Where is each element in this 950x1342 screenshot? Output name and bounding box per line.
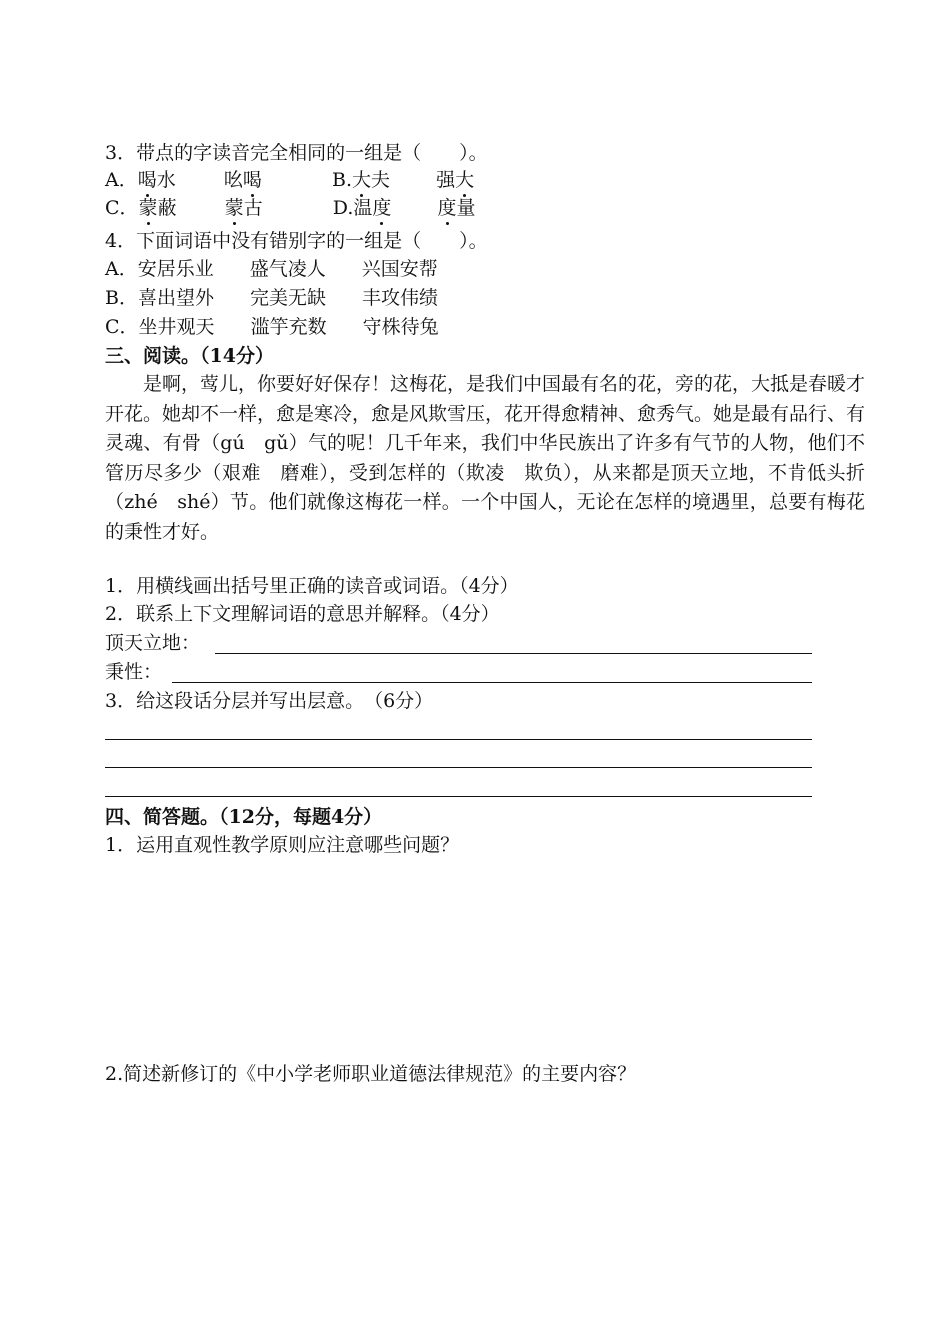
answer-line-term2[interactable] — [172, 682, 812, 683]
answer-line-3[interactable] — [105, 796, 812, 797]
q3-option-a-word2: 吆喝 — [223, 169, 262, 191]
q4-option-b-word1: 喜出望外 — [137, 287, 214, 309]
section3-q2: 2．联系上下文理解词语的意思并解释。（4分） — [105, 603, 500, 625]
q3-option-c-word1: 蒙蔽 — [138, 197, 177, 219]
section3-q3: 3．给这段话分层并写出层意。 （6分） — [105, 690, 434, 712]
term-label-bingxing: 秉性： — [105, 661, 163, 683]
q4-option-b-word2: 完美无缺 — [249, 287, 326, 309]
q4-option-a-word1: 安居乐业 — [137, 258, 214, 280]
q3-options-ab — [105, 168, 474, 192]
q3-option-d-word2: 度量 — [437, 197, 476, 219]
section4-q2: 2.简述新修订的《中小学老师职业道德法律规范》的主要内容？ — [105, 1063, 637, 1085]
q3-option-b-word1: 大夫 — [352, 169, 391, 191]
q4-option-c — [105, 315, 439, 339]
q3-stem: 3．带点的字读音完全相同的一组是（ ）。 — [105, 142, 488, 164]
q3-option-d-word1: 温度 — [353, 197, 392, 219]
section4-title: 四、简答题。（12分，每题4分） — [105, 806, 383, 828]
q4-option-a-word2: 盛气凌人 — [249, 258, 326, 280]
q3-options-cd — [105, 196, 476, 220]
q4-option-a-label: A． — [105, 258, 138, 280]
term-label-dingtianlidi: 顶天立地： — [105, 632, 201, 654]
q4-option-b — [105, 286, 438, 310]
reading-passage-text: 是啊，莺儿，你要好好保存！这梅花，是我们中国最有名的花，旁的花，大抵是春暖才开花。她却不一样，愈是寒冷，愈是风欺雪压，花开得愈精神、愈秀气。她是最有品行、有灵魂、有骨（gú gǔ）气的呢！几千年来，我们中华民族出了许多有气节的人物，他们不管历尽多少（艰难 磨难），受到怎样的（欺凌 欺负），从来都是顶天立地，不肯低头折（zhé shé）节。他们就像这梅花一样。一个中国人，无论在怎样的境遇里，总要有梅花的秉性才好。 — [105, 373, 866, 543]
answer-line-2[interactable] — [105, 767, 812, 768]
reading-passage — [105, 370, 865, 547]
q3-option-b-label: B. — [331, 169, 352, 191]
q4-option-c-word3: 守株待兔 — [362, 316, 439, 338]
q4-option-c-word1: 坐井观天 — [138, 316, 215, 338]
q3-option-c-label: C． — [105, 197, 139, 219]
answer-line-1[interactable] — [105, 739, 812, 740]
q4-option-c-word2: 滥竽充数 — [250, 316, 327, 338]
q3-option-d-label: D. — [332, 197, 354, 219]
q4-option-c-label: C． — [105, 316, 139, 338]
q3-option-c-word2: 蒙古 — [224, 197, 263, 219]
q4-stem: 4．下面词语中没有错别字的一组是（ ）。 — [105, 230, 488, 252]
q3-option-a-word1: 喝水 — [137, 169, 176, 191]
section3-q1: 1．用横线画出括号里正确的读音或词语。（4分） — [105, 575, 519, 597]
q4-option-a — [105, 257, 438, 281]
q4-option-b-label: B． — [105, 287, 138, 309]
section3-title: 三、阅读。（14分） — [105, 345, 274, 367]
q4-option-a-word3: 兴国安帮 — [361, 258, 438, 280]
answer-line-term1[interactable] — [215, 653, 812, 654]
q3-option-a-label: A． — [105, 169, 138, 191]
section4-q1: 1．运用直观性教学原则应注意哪些问题？ — [105, 834, 460, 856]
q4-option-b-word3: 丰攻伟绩 — [362, 287, 439, 309]
q3-option-b-word2: 强大 — [436, 169, 475, 191]
